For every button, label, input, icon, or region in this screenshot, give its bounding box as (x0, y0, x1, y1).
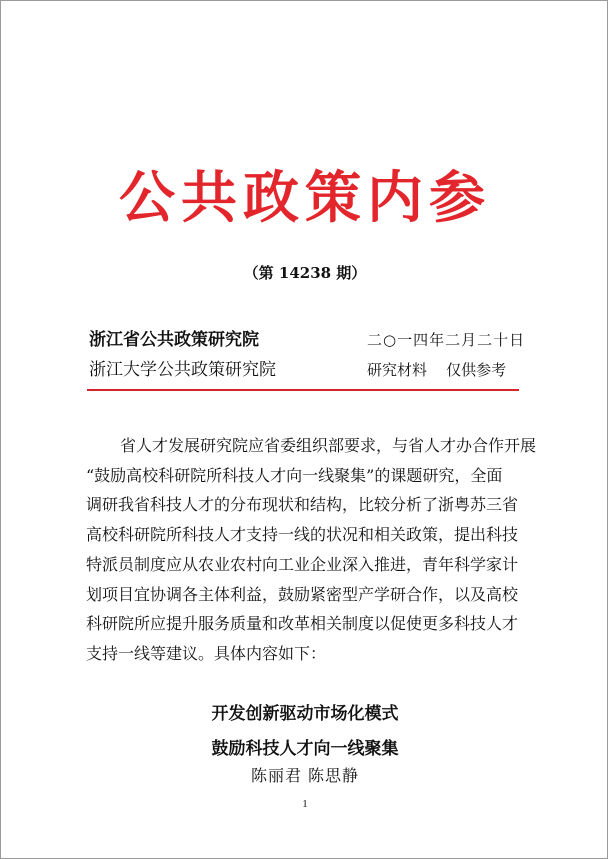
summary-line: 科研院所应提升服务质量和改革相关制度以促使更多科技人才 (86, 614, 519, 634)
summary-line: “鼓励高校科研院所科技人才向一线聚集”的课题研究，全面 (86, 465, 503, 485)
circulation-note: 研究材料 仅供参考 (367, 361, 507, 379)
summary-line: 划项目宜协调各主体利益，鼓励紧密型产学研合作，以及高校 (86, 584, 519, 604)
summary-line: 高校科研院所科技人才支持一线的状况和相关政策，提出科技 (86, 525, 519, 545)
page-number: 1 (302, 798, 308, 810)
publisher-university: 浙江大学公共政策研究院 (89, 360, 276, 380)
article-authors: 陈丽君 陈思静 (250, 766, 360, 785)
summary-line: 支持一线等建议。具体内容如下： (86, 643, 327, 663)
issue-number: （第 14238 期） (243, 264, 367, 282)
summary-paragraph (86, 431, 537, 669)
summary-line: 特派员制度应从农业农村向工业企业深入推进，青年科学家计 (86, 554, 519, 574)
publisher-provincial: 浙江省公共政策研究院 (89, 330, 259, 350)
article-title-line-1: 开发创新驱动市场化模式 (211, 704, 399, 724)
article-title-line-2: 鼓励科技人才向一线聚集 (211, 739, 399, 759)
publish-date: 二○一四年二月二十日 (367, 331, 526, 349)
header-divider (87, 389, 519, 391)
summary-line: 调研我省科技人才的分布现状和结构，比较分析了浙粤苏三省 (86, 495, 519, 515)
summary-line: 省人才发展研究院应省委组织部要求，与省人才办合作开展 (120, 436, 537, 455)
masthead-title: 公共政策内参 (119, 166, 491, 231)
